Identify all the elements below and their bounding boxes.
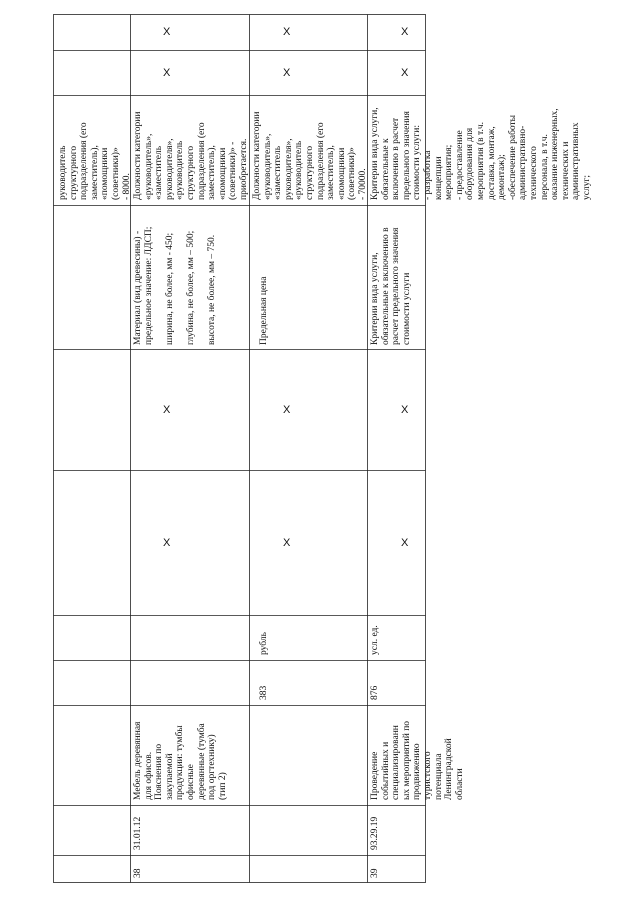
row1-okpd: 31.01.12 [133, 816, 143, 850]
row0-value: руководитель структурного подразделения (его заместитель), «помощники (советники)» - 8000. [58, 122, 132, 200]
row3-name: Проведение событийных и специализированн ых мероприятий по продвижению туристского потенциала Ленинградской области [370, 720, 465, 800]
row3-col4-mark: X [401, 26, 409, 38]
row3-col2-mark: X [401, 404, 409, 416]
row1-value: Должности категории «руководитель», «заместитель руководителя», «руководитель структурного подразделения (его заместитель), «помощники (советники)» - приобретается. [133, 111, 249, 200]
row2-okei-code: 383 [259, 685, 269, 700]
row2-value: Должности категории «руководитель», «заместитель руководителя», «руководитель структурного подразделения (его заместитель), «помощники (советники)» - 70000. [252, 111, 368, 200]
row1-col1-mark: X [163, 537, 171, 549]
row3-unit: усл. ед. [370, 625, 380, 655]
row1-col4-mark: X [163, 26, 171, 38]
row3-col3-mark: X [401, 67, 409, 79]
row3-col1-mark: X [401, 537, 409, 549]
row2-col3-mark: X [283, 67, 291, 79]
row3-okpd: 93.29.19 [370, 816, 380, 850]
row2-col1-mark: X [283, 537, 291, 549]
row3-characteristic: Критерии вида услуги, обязательные к включению в расчет предельного значения стоимости услуги [370, 227, 412, 345]
row2-col2-mark: X [283, 404, 291, 416]
row2-characteristic: Предельная цена [259, 276, 269, 345]
row1-name: Мебель деревянная для офисов. Пояснения по закупаемой продукции: тумбы офисные деревянные (тумба под оргтехнику) (тип 2) [133, 721, 228, 800]
row3-okei-code: 876 [370, 685, 380, 700]
row2-unit: рубль [259, 632, 269, 655]
row1-characteristic: Материал (вид древесины) - предельное значение: ЛДСП; ширина, не более, мм - 450; глубина, не более, мм – 500; высота, не более, мм – 750. [133, 226, 218, 345]
row3-number: 39 [370, 868, 380, 878]
row1-number: 38 [133, 868, 143, 878]
row3-value: Критерии вида услуги, обязательные к включению в расчет предельного значения стоимости услуги: - разработка концепции мероприятия; - предоставление оборудования для мероприятия (в т.ч. доставка, монтаж, демонтаж); -обеспечение работы административно- технического персонала, в т.ч. оказание инженерных, технических и административных услуг; [370, 107, 592, 200]
row1-col2-mark: X [163, 404, 171, 416]
row2-col4-mark: X [283, 26, 291, 38]
row1-col3-mark: X [163, 67, 171, 79]
